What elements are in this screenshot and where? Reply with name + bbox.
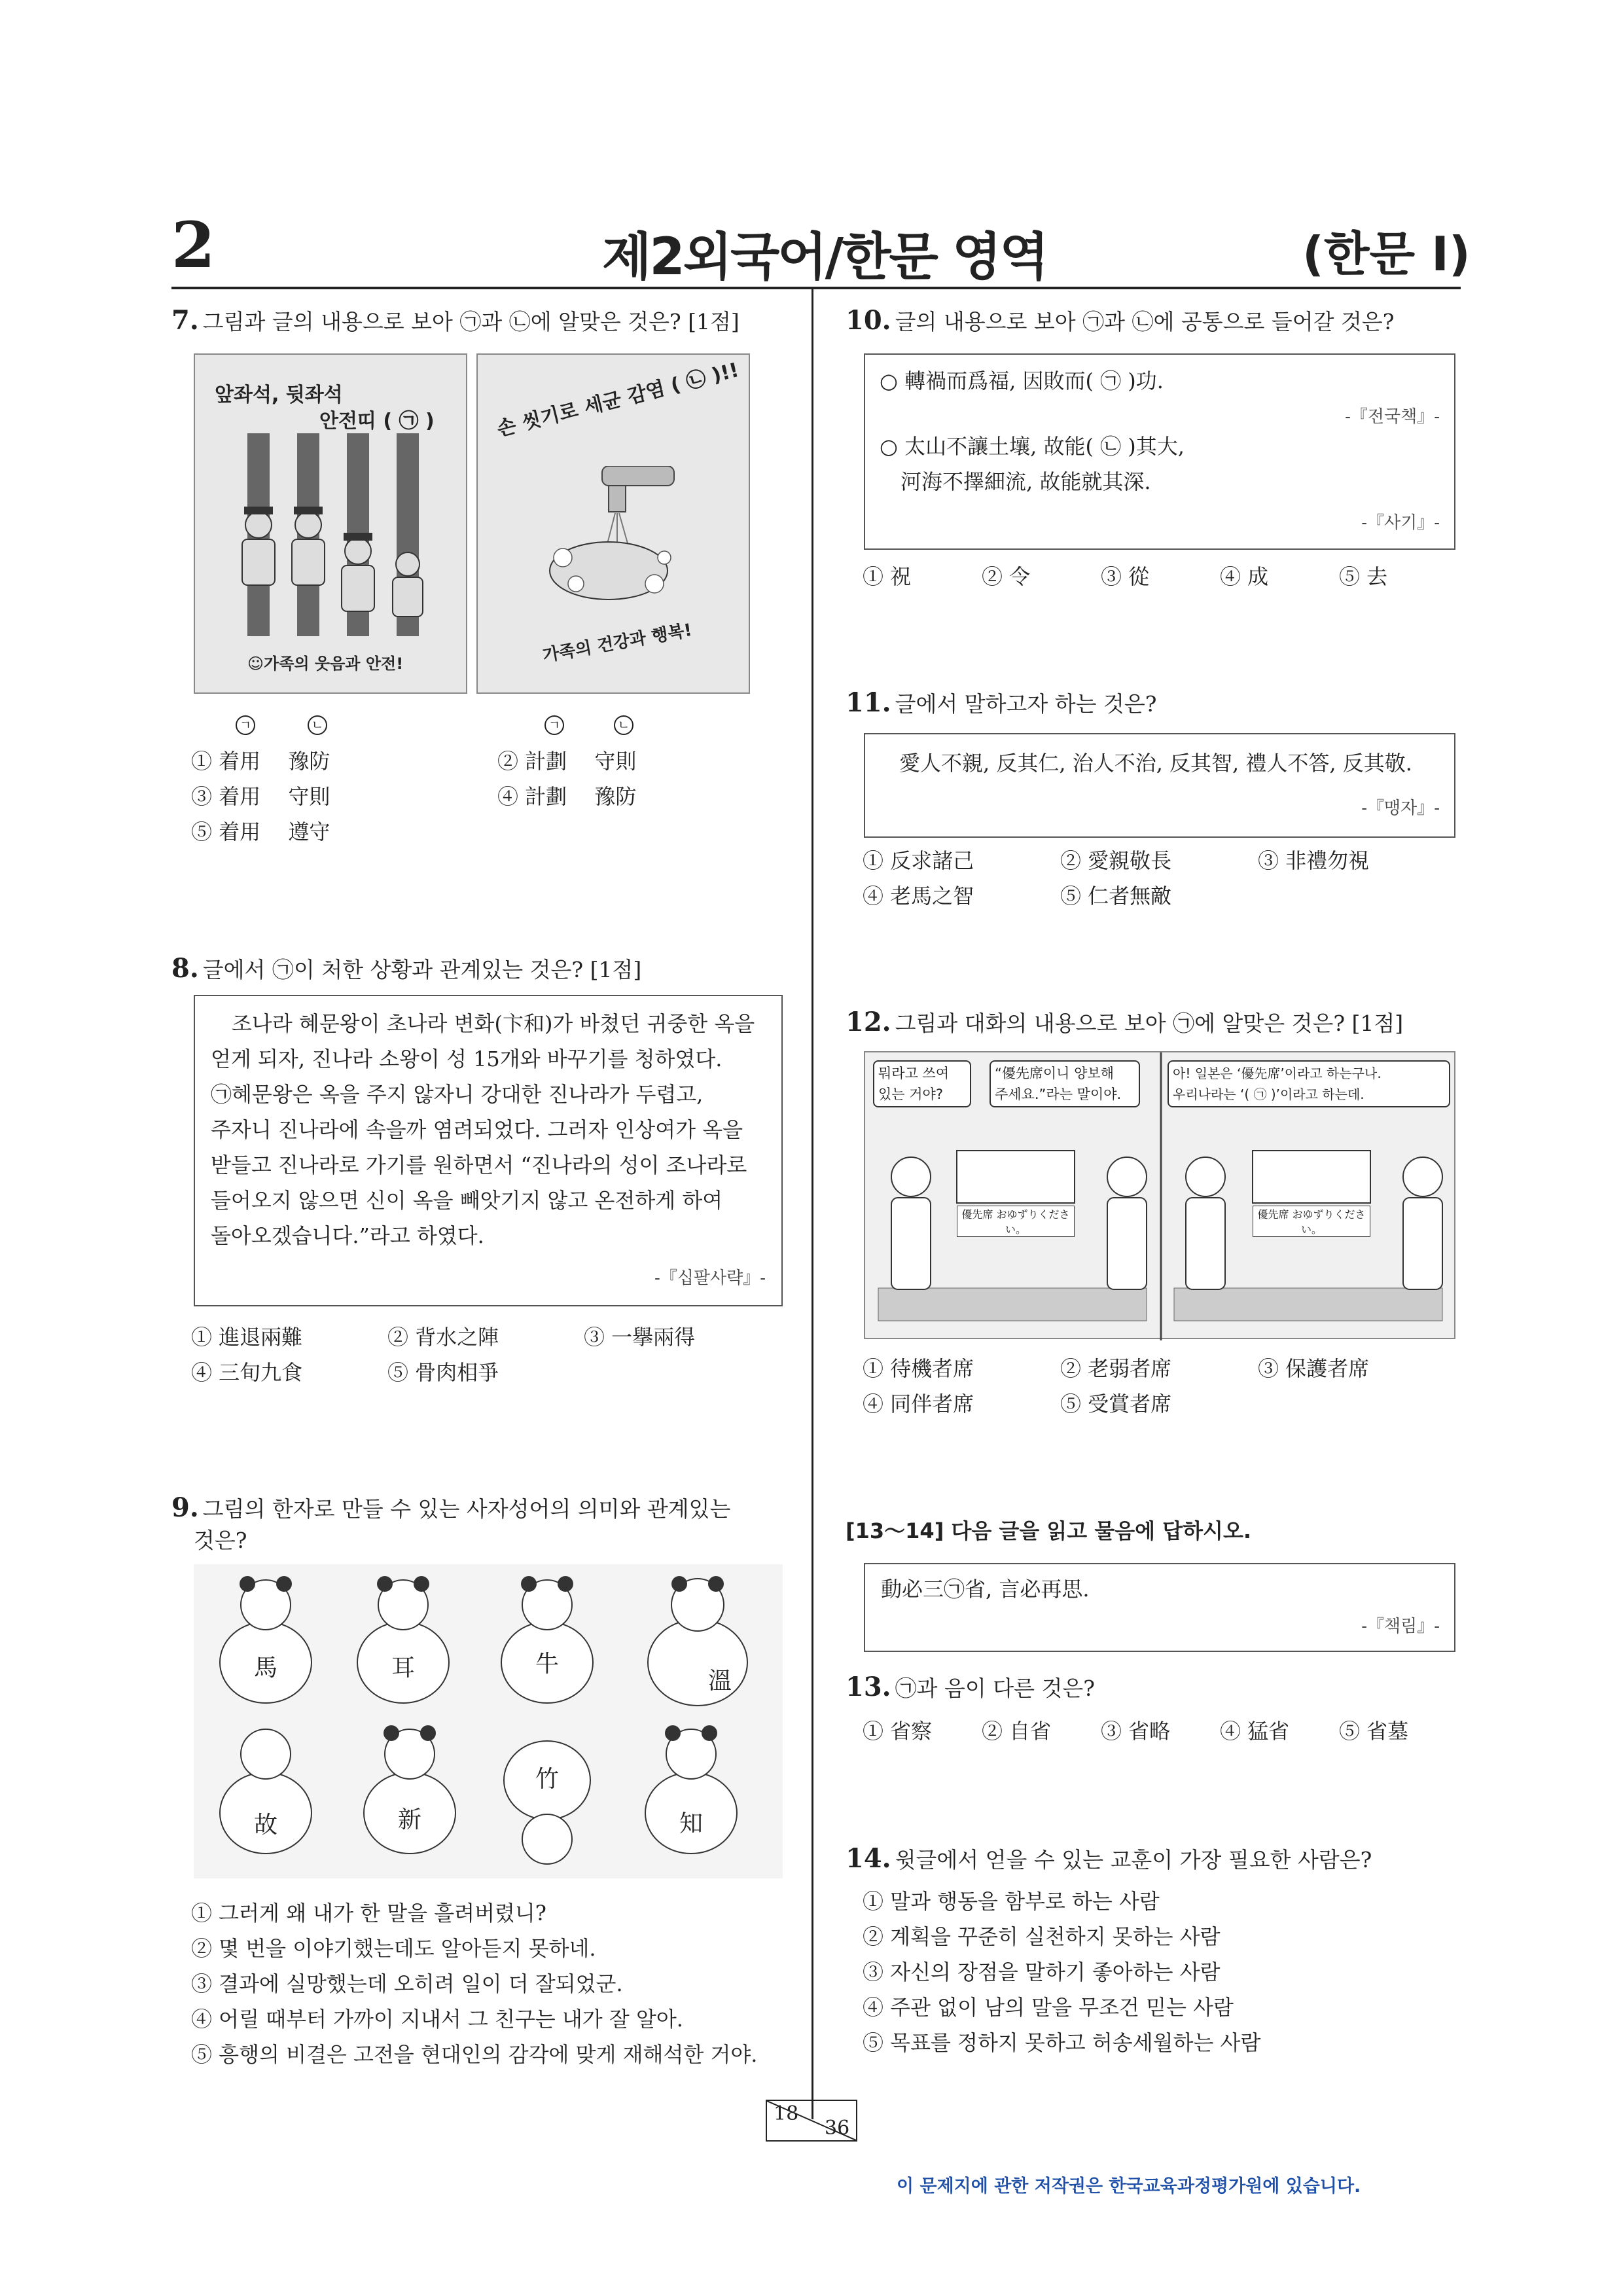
q12-subway-figure <box>864 1051 1455 1339</box>
q14-option-3[interactable]: ③ 자신의 장점을 말하기 좋아하는 사람 <box>863 1960 1221 1984</box>
question-11: 11. 글에서 말하고자 하는 것은? <box>846 687 1157 718</box>
q14-option-5[interactable]: ⑤ 목표를 정하지 못하고 허송세월하는 사람 <box>863 2030 1261 2055</box>
q14-option-4[interactable]: ④ 주관 없이 남의 말을 무조건 믿는 사람 <box>863 1995 1234 2020</box>
panda-char-5: 故 <box>254 1812 278 1839</box>
q10-option-2[interactable]: ② 令 <box>982 564 1031 589</box>
q8-source: -『십팔사략』- <box>654 1268 766 1288</box>
q13-14-line: 動必三㉠省, 言必再思. <box>881 1577 1090 1602</box>
q10-option-4[interactable]: ④ 成 <box>1220 564 1269 589</box>
panda-char-2: 耳 <box>391 1655 416 1681</box>
panda-char-3: 牛 <box>535 1651 560 1677</box>
speech-bubble-1: 뭐라고 쓰여 있는 거야? <box>873 1060 971 1107</box>
mark-b: ㄴ <box>308 711 327 736</box>
q8-line-6: 들어오지 않으면 신이 옥을 빼앗기지 않고 온전하게 하여 <box>211 1188 723 1213</box>
panda-char-8: 知 <box>679 1810 704 1837</box>
q9-option-1[interactable]: ① 그러게 왜 내가 한 말을 흘려버렸니? <box>191 1901 546 1926</box>
q8-line-4: 주자니 진나라에 속을까 염려되었다. 그러자 인상여가 옥을 <box>211 1117 743 1142</box>
question-10: 10. 글의 내용으로 보아 ㉠과 ㉡에 공통으로 들어갈 것은? <box>846 305 1395 336</box>
q13-14-passage-box <box>864 1563 1455 1652</box>
copyright-notice: 이 문제지에 관한 저작권은 한국교육과정평가원에 있습니다. <box>897 2176 1361 2197</box>
q13-14-source: -『책림』- <box>1361 1617 1440 1636</box>
priority-seat-sign-2: 優先席 おゆずりください。 <box>1253 1206 1370 1237</box>
q13-option-2[interactable]: ② 自省 <box>982 1719 1052 1744</box>
q8-line-2: 얻게 되자, 진나라 소왕이 성 15개와 바꾸기를 청하였다. <box>211 1047 722 1071</box>
q11-source: -『맹자』- <box>1361 798 1440 818</box>
panda-char-7: 竹 <box>535 1766 560 1793</box>
q14-option-1[interactable]: ① 말과 행동을 함부로 하는 사람 <box>863 1889 1160 1914</box>
q11-line: 愛人不親, 反其仁, 治人不治, 反其智, 禮人不答, 反其敬. <box>899 751 1412 776</box>
seatbelt-people-illustration <box>234 433 431 643</box>
q12-option-1[interactable]: ① 待機者席 <box>863 1356 974 1381</box>
q7-option-2[interactable]: ② 計劃 守則 <box>497 749 637 774</box>
q10-source-2: -『사기』- <box>1361 513 1440 533</box>
q8-passage-box <box>194 995 783 1306</box>
q10-source-1: -『전국책』- <box>1345 407 1440 427</box>
handwash-illustration <box>524 466 707 610</box>
q11-option-5[interactable]: ⑤ 仁者無敵 <box>1060 884 1172 908</box>
q7-figure-seatbelt: 앞좌석, 뒷좌석 안전띠 ( ㉠ ) ☺가족의 웃음과 안전! <box>194 353 467 694</box>
q8-option-2[interactable]: ② 背水之陣 <box>387 1325 499 1350</box>
q7-option-1[interactable]: ① 着用 豫防 <box>191 749 330 774</box>
q10-option-5[interactable]: ⑤ 去 <box>1339 564 1388 589</box>
q11-option-3[interactable]: ③ 非禮勿視 <box>1258 848 1370 873</box>
mark-b-2: ㄴ <box>614 711 633 736</box>
q13-option-5[interactable]: ⑤ 省墓 <box>1339 1719 1409 1744</box>
page-total: 36 <box>825 2117 850 2140</box>
q12-option-5[interactable]: ⑤ 受賞者席 <box>1060 1391 1172 1416</box>
q9-option-4[interactable]: ④ 어릴 때부터 가까이 지내서 그 친구는 내가 잘 알아. <box>191 2007 683 2032</box>
q10-line-3: 河海不擇細流, 故能就其深. <box>880 469 1151 494</box>
question-9: 9. 그림의 한자로 만들 수 있는 사자성어의 의미와 관계있는 <box>171 1492 731 1523</box>
page-subtitle: (한문 Ⅰ) <box>1302 226 1471 281</box>
q8-line-1: 조나라 혜문왕이 초나라 변화(卞和)가 바쳤던 귀중한 옥을 <box>211 1011 755 1036</box>
q9-option-2[interactable]: ② 몇 번을 이야기했는데도 알아듣지 못하네. <box>191 1936 596 1961</box>
q9-option-5[interactable]: ⑤ 흥행의 비결은 고전을 현대인의 감각에 맞게 재해석한 거야. <box>191 2042 758 2067</box>
q10-option-1[interactable]: ① 祝 <box>863 564 912 589</box>
q7-option-3[interactable]: ③ 着用 守則 <box>191 784 330 809</box>
question-12: 12. 그림과 대화의 내용으로 보아 ㉠에 알맞은 것은? [1점] <box>846 1007 1404 1037</box>
speech-bubble-2: “優先席이니 양보해 주세요.”라는 말이야. <box>990 1060 1140 1107</box>
page-number: 18 <box>774 2102 799 2125</box>
q7-figure-handwash: 손 씻기로 세균 감염 ( ㉡ )!! 가족의 건강과 행복! <box>476 353 750 694</box>
question-14: 14. 윗글에서 얻을 수 있는 교훈이 가장 필요한 사람은? <box>846 1843 1372 1874</box>
question-9-cont: 것은? <box>194 1528 247 1553</box>
q8-option-4[interactable]: ④ 三旬九食 <box>191 1360 303 1385</box>
q7-option-5[interactable]: ⑤ 着用 遵守 <box>191 819 330 844</box>
q11-passage-box <box>864 733 1455 838</box>
speech-bubble-3: 아! 일본은 ‘優先席’이라고 하는구나. 우리나라는 ‘( ㉠ )’이라고 하는데. <box>1168 1060 1450 1107</box>
q10-passage-box <box>864 353 1455 550</box>
q11-option-4[interactable]: ④ 老馬之智 <box>863 884 974 908</box>
q10-option-3[interactable]: ③ 從 <box>1101 564 1150 589</box>
q11-option-1[interactable]: ① 反求諸己 <box>863 848 974 873</box>
panda-char-4: 溫 <box>708 1668 732 1695</box>
q8-line-3: ㉠혜문왕은 옥을 주지 않자니 강대한 진나라가 두렵고, <box>211 1082 704 1107</box>
header-rule <box>171 287 1461 289</box>
q11-option-2[interactable]: ② 愛親敬長 <box>1060 848 1172 873</box>
q10-line-1: ○ 轉禍而爲福, 因敗而( ㉠ )功. <box>880 368 1164 393</box>
q9-option-3[interactable]: ③ 결과에 실망했는데 오히려 일이 더 잘되었군. <box>191 1971 623 1996</box>
q12-option-4[interactable]: ④ 同伴者席 <box>863 1391 974 1416</box>
column-divider <box>812 287 813 2119</box>
section-number: 2 <box>171 208 215 282</box>
mark-a-2: ㄱ <box>544 711 564 736</box>
q8-option-1[interactable]: ① 進退兩難 <box>191 1325 303 1350</box>
q13-option-3[interactable]: ③ 省略 <box>1101 1719 1171 1744</box>
q7-option-4[interactable]: ④ 計劃 豫防 <box>497 784 637 809</box>
q13-option-4[interactable]: ④ 猛省 <box>1220 1719 1290 1744</box>
page-number-box <box>766 2100 857 2142</box>
page-title: 제2외국어/한문 영역 <box>602 228 1047 287</box>
q12-option-3[interactable]: ③ 保護者席 <box>1258 1356 1370 1381</box>
mark-a: ㄱ <box>236 711 255 736</box>
question-13: 13. ㉠과 음이 다른 것은? <box>846 1672 1095 1702</box>
q8-line-5: 받들고 진나라로 가기를 원하면서 “진나라의 성이 조나라로 <box>211 1153 747 1177</box>
panda-char-1: 馬 <box>254 1655 278 1681</box>
q13-14-heading: [13～14] 다음 글을 읽고 물음에 답하시오. <box>846 1518 1252 1543</box>
q13-option-1[interactable]: ① 省察 <box>863 1719 933 1744</box>
panda-char-6: 新 <box>398 1806 422 1833</box>
q14-option-2[interactable]: ② 계획을 꾸준히 실천하지 못하는 사람 <box>863 1924 1221 1949</box>
q8-option-3[interactable]: ③ 一擧兩得 <box>584 1325 696 1350</box>
question-7: 7. 그림과 글의 내용으로 보아 ㉠과 ㉡에 알맞은 것은? [1점] <box>171 305 740 336</box>
q8-option-5[interactable]: ⑤ 骨肉相爭 <box>387 1360 499 1385</box>
q9-panda-figure <box>194 1564 783 1878</box>
priority-seat-sign-1: 優先席 おゆずりください。 <box>957 1206 1075 1237</box>
q12-option-2[interactable]: ② 老弱者席 <box>1060 1356 1172 1381</box>
q8-line-7: 돌아오겠습니다.”라고 하였다. <box>211 1223 484 1248</box>
question-8: 8. 글에서 ㉠이 처한 상황과 관계있는 것은? [1점] <box>171 953 642 984</box>
q10-line-2: ○ 太山不讓土壤, 故能( ㉡ )其大, <box>880 434 1185 459</box>
